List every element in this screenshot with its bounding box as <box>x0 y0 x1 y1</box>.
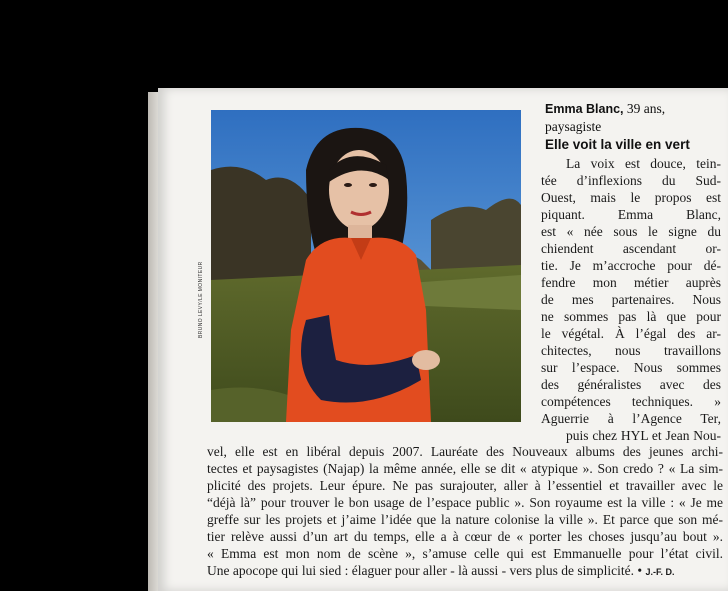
portrait-photo <box>211 110 521 422</box>
article-headline: Elle voit la ville en vert <box>545 137 690 152</box>
text-line: Ouest, mais le propos est <box>541 190 721 205</box>
text-line: chitectes, nous travaillons <box>541 343 721 358</box>
text-line: compétences techniques. » <box>541 394 721 409</box>
text-line: tier relève aussi d’un art du temps, elle a à cœur de « porter les choses jusqu’au bout ». <box>207 529 723 544</box>
byline-name: Emma Blanc, <box>545 102 624 116</box>
text-line: fendre mon métier auprès <box>541 275 721 290</box>
article-column-text <box>541 155 721 444</box>
text-line-last <box>207 562 723 581</box>
text-line: Aguerrie à l’Agence Ter, <box>541 411 721 426</box>
end-mark: • <box>637 563 643 578</box>
text-line: des généralistes avec des <box>541 377 721 392</box>
author-signature: J.-F. D. <box>645 567 675 577</box>
text-line: tectes et paysagistes (Najap) la même année, elle se dit « atypique ». Son credo ? « La sim- <box>207 461 723 476</box>
text-line: chiendent ascendant or- <box>541 241 721 256</box>
byline <box>545 100 725 135</box>
text-line: de mes partenaires. Nous <box>541 292 721 307</box>
photo-credit: BRUNO LEVY/LE MONITEUR <box>198 261 204 338</box>
text-line: greffe sur les projets et j’aime l’idée que la nature colonise la ville ». Et parce que son mé- <box>207 512 723 527</box>
text-line: ne sommes pas là que pour <box>541 309 721 324</box>
text-line: “déjà là” pour trouver le bon usage de l’espace public ». Son royaume est la ville : « Je me <box>207 495 723 510</box>
byline-role: paysagiste <box>545 119 602 134</box>
last-line-text: Une apocope qui lui sied : élaguer pour aller - là aussi - vers plus de simplicité. <box>207 563 635 578</box>
text-line: puis chez HYL et Jean Nou- <box>566 428 721 443</box>
text-line: La voix est douce, tein- <box>566 156 721 171</box>
text-line: « Emma est mon nom de scène », s’amuse celle qui est Emmanuelle pour l’état civil. <box>207 546 723 561</box>
text-line: piquant. Emma Blanc, <box>541 207 721 222</box>
text-line: le végétal. À l’égal des ar- <box>541 326 721 341</box>
text-line: est « née sous le signe du <box>541 224 721 239</box>
article-wide-text <box>207 443 723 581</box>
text-line: sur l’espace. Nous sommes <box>541 360 721 375</box>
byline-age: 39 ans, <box>626 101 666 116</box>
text-line: vel, elle est en libéral depuis 2007. Lauréate des Nouveaux albums des jeunes archi- <box>207 444 723 459</box>
text-line: tée d’inflexions du Sud- <box>541 173 721 188</box>
magazine-page <box>158 88 728 591</box>
text-line: tie. Je m’accroche pour dé- <box>541 258 721 273</box>
text-line: plicité des projets. Leur épure. Ne pas surajouter, aller à l’essentiel et travailler avec le <box>207 478 723 493</box>
